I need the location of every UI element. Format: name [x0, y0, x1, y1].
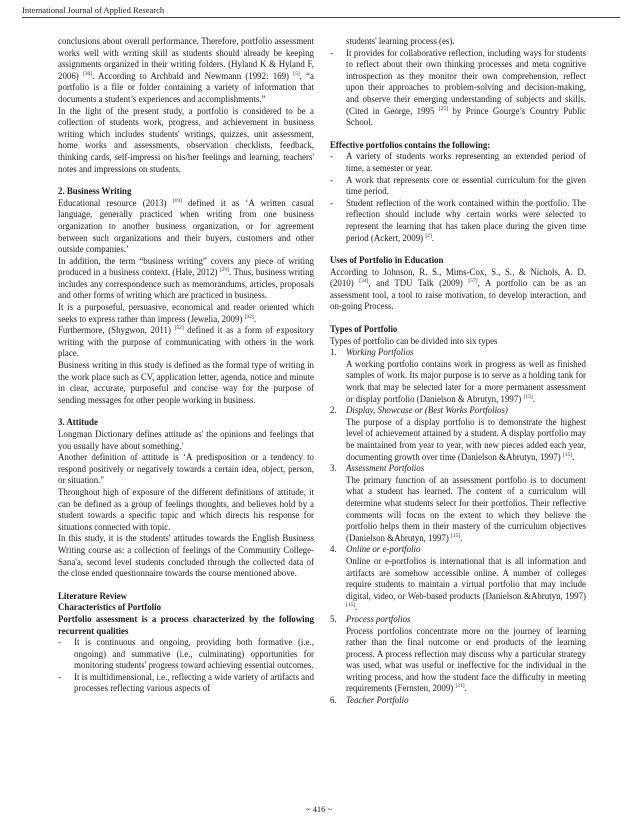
citation: [34]: [359, 278, 369, 285]
section-heading-business-writing: 2. Business Writing: [58, 186, 132, 197]
list-item: - It is multidimensional, i.e., reflecting a wide variety of artifacts and processes reflecting various aspects of: [58, 671, 314, 694]
list-item: - Student reflection of the work contained within the portfolio. The reflection should include why certain works were selected to represent the learning that has taken place during the given time period (Ackert, 2009) [2].: [330, 197, 586, 243]
list-item: - It provides for collaborative reflection, including ways for students to reflect about their own thinking processes and meta cognitive introspection as they monitor their own comprehension, reflect upon their approaches to problem-solving and decision-making, and observe their emerging understanding of subjects and skills. (Cited in George, 1995 [25] by Prince Gourge’s Country Public School.: [330, 47, 586, 128]
citation: [29]: [219, 267, 229, 274]
paragraph: In the light of the present study, a portfolio is considered to be a collection of students work, progress, and achievement in business writing which includes students' writings, quizzes, unit assessment, home works and assessments, observation checklists, feedback, thinking cards, self-impressi on his/her feelings and learning, teachers' notes and impressions on students.: [58, 105, 314, 174]
section-heading-attitude: 3. Attitude: [58, 417, 98, 428]
citation: [15]: [562, 451, 573, 458]
citation: [25]: [438, 105, 449, 112]
paragraph: Longman Dictionary defines attitude as' the opinions and feelings that you usually have about something.': [58, 429, 314, 451]
list-item-title: Teacher Portfolio: [346, 695, 409, 706]
citation: [21]: [455, 683, 465, 690]
paragraph: According to Johnson, R. S., Mims-Cox, S., S., & Nichols, A. D. (2010) [34], and TDU Talk (2009) [57], A portfolio can be as an assessment tool, a tool to raise motivation, to develop interaction, and on-going Process.: [330, 266, 586, 312]
journal-title: International Journal of Applied Research: [22, 5, 165, 15]
list-item-title: Working Portfolios: [346, 347, 414, 358]
page-number: ~ 416 ~: [305, 804, 333, 814]
left-column: [58, 36, 314, 695]
list-item: - A variety of students works representing an extended period of time, a semester or year.: [330, 151, 586, 173]
paragraph: Portfolio assessment is a process characterized by the following recurrent qualities: [58, 613, 314, 636]
list-item-title: Online or e-portfolio: [346, 544, 421, 555]
citation: [15]: [451, 532, 461, 539]
list-item: 4. Online or e-portfolio Online or e-portfolios is international that is all information and artifacts are somehow accessible online. A number of colleges require students to maintain a virtual portfolio that may include digital, video, or Web-based products (Danielson &Abrutyn, 1997) [15].: [330, 544, 586, 613]
paragraph: Educational resource (2013) [19] defined it as ‘A written casual language, generally practiced when writing from one business organization to another business organization, or for agreement between such organizations and their buyers, customers and other outside companies.’: [58, 197, 314, 255]
citation: [19]: [172, 197, 182, 204]
section-heading-characteristics: Characteristics of Portfolio: [58, 602, 162, 613]
list-item: - A work that represents core or essential curriculum for the given time period.: [330, 174, 586, 197]
citation: [32]: [244, 313, 254, 320]
citation: [15]: [346, 602, 356, 609]
list-item: 2. Display, Showcase or (Best Works Portfolios) The purpose of a display portfolio is to demonstrate the highest level of achievement attained by a student. A display portfolio may be maintained from year to year, with new pieces added each year, documenting growth over time (Danielson &Abrutyn, 1997) [15].: [330, 405, 586, 462]
paragraph: Throughout high of exposure of the different definitions of attitude, it can be defined as a group of feelings thoughts, and believes hold by a student towards a specific topic and which directs his response for situations connected with topic.: [58, 486, 314, 532]
paragraph: Types of portfolio can be divided into six types: [330, 335, 498, 346]
section-heading-literature-review: Literature Review: [58, 590, 128, 601]
section-heading-effective-portfolios: Effective portfolios contains the following:: [330, 139, 491, 150]
header-rule: [22, 17, 620, 18]
paragraph: It is a purposeful, persuasive, economical and reader oriented which seeks to express rather than impress (Jewelia, 2009) [32].: [58, 302, 314, 324]
citation: [5]: [293, 70, 300, 77]
list-item-title: Assessment Portfolios: [346, 463, 425, 474]
citation: [30]: [82, 70, 93, 77]
paragraph: In this study, it is the students' attitudes towards the English Business Writing course as: a collection of feelings of the Community College-Sana'a, second level students concluded through the collected data of the close ended questionnaire towards the course mentioned above.: [58, 533, 314, 579]
paragraph: In addition, the term “business writing” covers any piece of writing produced in a business context. (Hale, 2012) [29]. Thus, business writing includes any correspondence such as memorandums, articles, proposals and other forms of writing which are practiced in business.: [58, 255, 314, 301]
list-item-title: Process portfolios: [346, 613, 411, 624]
citation: [15]: [523, 393, 533, 400]
list-item: 6. Teacher Portfolio: [330, 695, 409, 706]
list-item: 3. Assessment Portfolios The primary function of an assessment portfolio is to document what a student has learned. The content of a curriculum will determine what students select for their portfolios. Their reflective comments will focus on the extent to which they believe the portfolio helps them in their mastery of the curriculum objectives (Danielson &Abrutyn, 1997) [15].: [330, 463, 586, 543]
paragraph: conclusions about overall performance. Therefore, portfolio assessment works well with writing skill as students should already be keeping assignments organized in their writing folders. (Hyland K & Hyland F, 2006) [30]. According to Archbald and Newmann (1992: 169) [5], “a portfolio is a file or folder containing a variety of information that documents a student’s experiences and accomplishments.”: [58, 36, 314, 104]
citation: [52]: [174, 325, 184, 332]
section-heading-types: Types of Portfolio: [330, 324, 398, 335]
list-item-title: Display, Showcase or (Best Works Portfolios): [346, 405, 508, 416]
list-item: 1. Working Portfolios A working portfolio contains work in progress as well as finished samples of work. Its major purpose is to serve as a holding tank for work that may be selected later for a more permanent assessment or display portfolio (Danielson & Abrutyn, 1997) [15].: [330, 347, 586, 404]
section-heading-uses: Uses of Portfolio in Education: [330, 255, 444, 266]
paragraph: Business writing in this study is defined as the formal type of writing in the work place such as CV, application letter, agenda, notice and minute in clear, accurate, purposeful and concise way for the purpose of sending messages for other people working in business.: [58, 360, 314, 405]
paragraph: Furthermore, (Shygwon, 2011) [52] defined it as a form of expository writing with the purpose of communicating with others in the work place.: [58, 325, 314, 359]
list-item: - It is continuous and ongoing, providing both formative (i.e., ongoing) and summative (i.e., culminating) opportunities for monitoring students' progress toward achieving essential outcomes.: [58, 637, 314, 671]
citation: [2]: [425, 232, 432, 239]
list-item-continued: students' learning process (es).: [346, 36, 455, 46]
paragraph: Another definition of attitude is ‘A predisposition or a tendency to respond positively or negatively towards a certain idea, object, person, or situation.": [58, 452, 314, 486]
list-item: 5. Process portfolios Process portfolios concentrate more on the journey of learning rather than the final outcome or end products of the learning process. A process reflection may discuss why a particular strategy was used, what was useful or ineffective for the individual in the writing process, and how the student face the difficulty in meeting requirements (Fernsten, 2009) [21].: [330, 613, 586, 694]
citation: [57]: [468, 278, 478, 285]
right-column: [330, 36, 586, 707]
